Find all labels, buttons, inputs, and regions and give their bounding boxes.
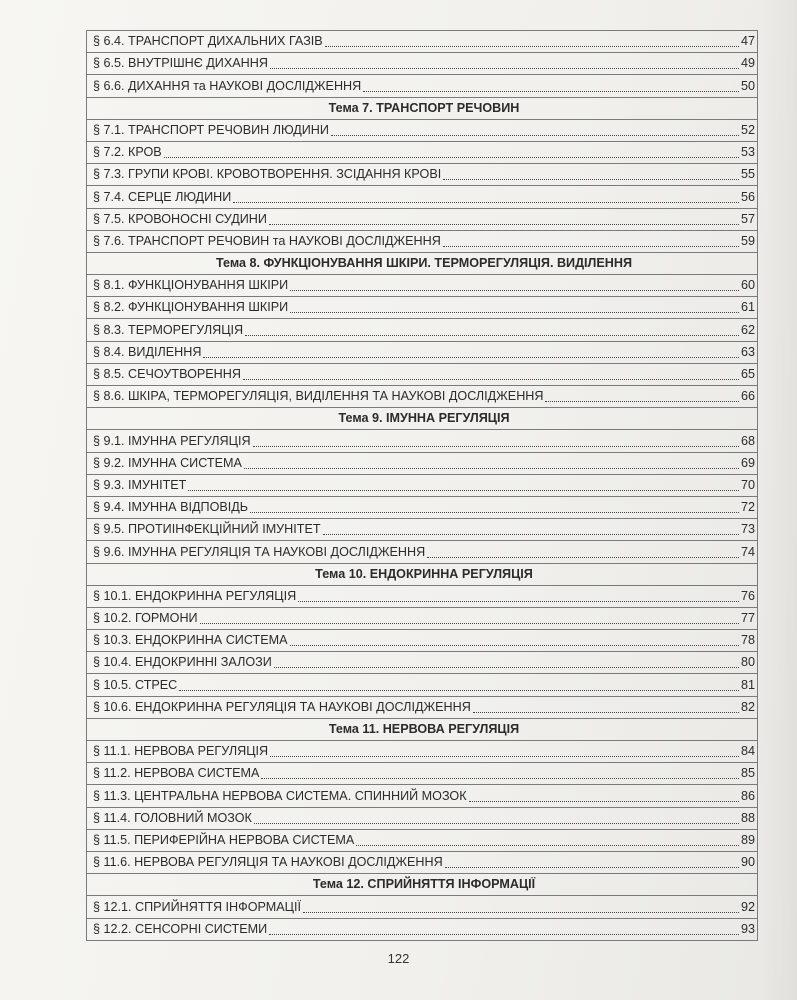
entry-page-number: 68 — [740, 433, 755, 448]
dot-leader — [203, 357, 739, 358]
entry-title: § 9.4. ІМУННА ВІДПОВІДЬ — [93, 500, 249, 515]
toc-entry-row — [87, 186, 758, 208]
dot-leader — [233, 202, 739, 203]
toc-entry — [87, 807, 758, 829]
dot-leader — [179, 690, 739, 691]
toc-entry — [87, 53, 758, 75]
entry-page-number: 47 — [740, 34, 755, 49]
toc-entry — [87, 652, 758, 674]
entry-page-number: 70 — [740, 477, 755, 492]
toc-entry-row — [87, 519, 758, 541]
toc-entry-line — [93, 897, 755, 918]
toc-entry-row — [87, 164, 758, 186]
toc-entry — [87, 630, 758, 652]
entry-title: § 7.6. ТРАНСПОРТ РЕЧОВИН та НАУКОВІ ДОСЛІДЖЕННЯ — [93, 233, 441, 248]
toc-entry-line — [93, 741, 755, 762]
entry-page-number: 82 — [740, 699, 755, 714]
dot-leader — [356, 845, 739, 846]
toc-topic-row — [87, 874, 758, 896]
dot-leader — [270, 68, 739, 69]
entry-page-number: 76 — [740, 588, 755, 603]
entry-page-number: 57 — [740, 211, 755, 226]
entry-title: § 6.5. ВНУТРІШНЄ ДИХАННЯ — [93, 56, 268, 71]
entry-page-number: 72 — [740, 500, 755, 515]
dot-leader — [254, 823, 739, 824]
toc-entry — [87, 674, 758, 696]
dot-leader — [253, 446, 739, 447]
entry-page-number: 90 — [740, 855, 755, 870]
entry-title: § 10.5. СТРЕС — [93, 677, 178, 692]
toc-entry — [87, 319, 758, 341]
toc-entry-line — [93, 231, 755, 252]
toc-entry-line — [93, 830, 755, 851]
toc-entry-row — [87, 275, 758, 297]
entry-page-number: 77 — [740, 611, 755, 626]
entry-title: § 11.4. ГОЛОВНИЙ МОЗОК — [93, 810, 252, 825]
entry-page-number: 86 — [740, 788, 755, 803]
toc-entry-line — [93, 542, 755, 563]
entry-page-number: 56 — [740, 189, 755, 204]
dot-leader — [545, 401, 739, 402]
toc-entry-line — [93, 697, 755, 718]
entry-page-number: 65 — [740, 367, 755, 381]
toc-entry-row — [87, 763, 758, 785]
dot-leader — [331, 135, 739, 136]
toc-entry — [87, 341, 758, 363]
page-shadow — [757, 0, 797, 1000]
toc-entry — [87, 519, 758, 541]
toc-entry-line — [93, 142, 755, 163]
toc-entry — [87, 496, 758, 518]
dot-leader — [188, 490, 739, 491]
toc-entry-line — [93, 297, 755, 318]
entry-page-number: 49 — [740, 56, 755, 71]
dot-leader — [443, 179, 739, 180]
entry-title: § 9.6. ІМУННА РЕГУЛЯЦІЯ ТА НАУКОВІ ДОСЛІДЖЕННЯ — [93, 544, 426, 559]
toc-entry-row — [87, 386, 758, 408]
toc-topic-row — [87, 252, 758, 274]
entry-page-number: 92 — [740, 899, 755, 914]
entry-page-number: 78 — [740, 633, 755, 648]
toc-entry-row — [87, 430, 758, 452]
dot-leader — [290, 312, 739, 313]
toc-entry-line — [93, 786, 755, 807]
entry-title: § 8.1. ФУНКЦІОНУВАННЯ ШКІРИ — [93, 278, 289, 293]
toc-entry — [87, 851, 758, 873]
toc-entry-row — [87, 829, 758, 851]
toc-entry-line — [93, 475, 755, 496]
dot-leader — [269, 934, 739, 935]
toc-entry — [87, 541, 758, 563]
toc-entry-row — [87, 341, 758, 363]
toc-entry-row — [87, 541, 758, 563]
toc-entry-line — [93, 808, 755, 829]
toc-entry-row — [87, 585, 758, 607]
entry-title: § 8.4. ВИДІЛЕННЯ — [93, 344, 202, 359]
toc-entry — [87, 297, 758, 319]
dot-leader — [323, 534, 739, 535]
entry-title: § 7.3. ГРУПИ КРОВІ. КРОВОТВОРЕННЯ. ЗСІДАННЯ КРОВІ — [93, 167, 442, 182]
topic-heading: Тема 7. ТРАНСПОРТ РЕЧОВИН — [87, 97, 758, 119]
toc-entry-row — [87, 230, 758, 252]
toc-entry-line — [93, 120, 755, 141]
entry-page-number: 80 — [740, 655, 755, 670]
toc-entry-line — [93, 586, 755, 607]
toc-topic-row — [87, 563, 758, 585]
toc-entry-line — [93, 342, 755, 363]
toc-entry-row — [87, 474, 758, 496]
dot-leader — [244, 468, 739, 469]
toc-entry-row — [87, 297, 758, 319]
toc-entry-line — [93, 187, 755, 208]
toc-entry-row — [87, 119, 758, 141]
toc-entry — [87, 785, 758, 807]
toc-entry-row — [87, 452, 758, 474]
toc-entry — [87, 230, 758, 252]
dot-leader — [164, 157, 739, 158]
entry-page-number: 88 — [740, 810, 755, 825]
toc-entry — [87, 452, 758, 474]
toc-entry-row — [87, 363, 758, 385]
toc-entry-line — [93, 364, 755, 385]
toc-topic-row — [87, 408, 758, 430]
toc-entry-line — [93, 497, 755, 518]
toc-entry-line — [93, 275, 755, 296]
toc-entry-row — [87, 918, 758, 940]
dot-leader — [290, 290, 739, 291]
toc-entry — [87, 896, 758, 918]
entry-page-number: 63 — [740, 344, 755, 359]
toc-entry — [87, 386, 758, 408]
toc-entry-line — [93, 209, 755, 230]
entry-title: § 6.4. ТРАНСПОРТ ДИХАЛЬНИХ ГАЗІВ — [93, 34, 323, 49]
entry-page-number: 69 — [740, 455, 755, 470]
entry-page-number: 85 — [740, 766, 755, 781]
entry-title: § 12.1. СПРИЙНЯТТЯ ІНФОРМАЦІЇ — [93, 899, 301, 914]
toc-entry-line — [93, 519, 755, 540]
toc-entry — [87, 275, 758, 297]
toc-entry — [87, 186, 758, 208]
dot-leader — [290, 645, 739, 646]
toc-entry-row — [87, 141, 758, 163]
dot-leader — [274, 667, 739, 668]
toc-entry-row — [87, 53, 758, 75]
dot-leader — [269, 224, 739, 225]
entry-page-number: 66 — [740, 389, 755, 404]
entry-page-number: 53 — [740, 145, 755, 160]
entry-title: § 9.2. ІМУННА СИСТЕМА — [93, 455, 242, 470]
toc-entry-row — [87, 896, 758, 918]
toc-entry — [87, 741, 758, 763]
dot-leader — [243, 379, 739, 380]
toc-entry-line — [93, 320, 755, 341]
entry-title: § 8.2. ФУНКЦІОНУВАННЯ ШКІРИ — [93, 300, 289, 315]
entry-page-number: 81 — [740, 677, 755, 692]
toc-entry-line — [93, 53, 755, 74]
entry-title: § 12.2. СЕНСОРНІ СИСТЕМИ — [93, 921, 268, 936]
dot-leader — [250, 512, 739, 513]
toc-entry-line — [93, 164, 755, 185]
entry-title: § 9.1. ІМУННА РЕГУЛЯЦІЯ — [93, 433, 251, 448]
toc-entry-line — [93, 630, 755, 651]
entry-page-number: 84 — [740, 744, 755, 759]
topic-heading: Тема 10. ЕНДОКРИННА РЕГУЛЯЦІЯ — [87, 563, 758, 585]
dot-leader — [473, 712, 739, 713]
entry-page-number: 74 — [740, 544, 755, 559]
toc-entry-row — [87, 319, 758, 341]
entry-title: § 9.3. ІМУНІТЕТ — [93, 477, 187, 492]
entry-page-number: 59 — [740, 233, 755, 248]
entry-page-number: 93 — [740, 921, 755, 936]
toc-entry-line — [93, 675, 755, 696]
toc-entry-row — [87, 652, 758, 674]
entry-page-number: 89 — [740, 832, 755, 847]
toc-entry-row — [87, 208, 758, 230]
toc-entry — [87, 208, 758, 230]
dot-leader — [445, 867, 739, 868]
dot-leader — [261, 778, 739, 779]
toc-entry-line — [93, 431, 755, 452]
entry-page-number: 52 — [740, 122, 755, 137]
toc-entry-row — [87, 630, 758, 652]
toc-entry — [87, 474, 758, 496]
entry-title: § 8.3. ТЕРМОРЕГУЛЯЦІЯ — [93, 322, 244, 337]
entry-title: § 11.5. ПЕРИФЕРІЙНА НЕРВОВА СИСТЕМА — [93, 832, 355, 847]
entry-title: § 11.2. НЕРВОВА СИСТЕМА — [93, 766, 260, 781]
toc-entry-row — [87, 607, 758, 629]
topic-heading: Тема 8. ФУНКЦІОНУВАННЯ ШКІРИ. ТЕРМОРЕГУЛЯЦІЯ. ВИДІЛЕННЯ — [87, 252, 758, 274]
entry-page-number: 55 — [740, 167, 755, 182]
entry-title: § 8.6. ШКІРА, ТЕРМОРЕГУЛЯЦІЯ, ВИДІЛЕННЯ ТА НАУКОВІ ДОСЛІДЖЕННЯ — [93, 389, 544, 404]
toc-entry-row — [87, 696, 758, 718]
toc-entry — [87, 763, 758, 785]
entry-title: § 7.1. ТРАНСПОРТ РЕЧОВИН ЛЮДИНИ — [93, 122, 329, 137]
toc-body — [87, 31, 758, 941]
dot-leader — [325, 46, 739, 47]
toc-entry — [87, 607, 758, 629]
entry-page-number: 73 — [740, 522, 755, 537]
toc-entry-row — [87, 496, 758, 518]
toc-entry-line — [93, 608, 755, 629]
table-of-contents — [86, 30, 758, 941]
dot-leader — [298, 601, 739, 602]
dot-leader — [469, 801, 739, 802]
toc-entry-line — [93, 852, 755, 873]
entry-title: § 7.4. СЕРЦЕ ЛЮДИНИ — [93, 189, 232, 204]
toc-entry-row — [87, 785, 758, 807]
entry-title: § 11.6. НЕРВОВА РЕГУЛЯЦІЯ ТА НАУКОВІ ДОСЛІДЖЕННЯ — [93, 855, 443, 870]
toc-entry — [87, 696, 758, 718]
toc-entry — [87, 829, 758, 851]
entry-title: § 7.5. КРОВОНОСНІ СУДИНИ — [93, 211, 267, 226]
entry-title: § 10.1. ЕНДОКРИННА РЕГУЛЯЦІЯ — [93, 588, 297, 603]
toc-entry — [87, 119, 758, 141]
toc-entry-line — [93, 386, 755, 407]
toc-entry-row — [87, 31, 758, 53]
toc-entry-line — [93, 76, 755, 97]
toc-entry-line — [93, 652, 755, 673]
toc-entry-row — [87, 851, 758, 873]
toc-entry-line — [93, 763, 755, 784]
entry-title: § 6.6. ДИХАННЯ та НАУКОВІ ДОСЛІДЖЕННЯ — [93, 78, 362, 93]
toc-entry-row — [87, 674, 758, 696]
entry-title: § 11.1. НЕРВОВА РЕГУЛЯЦІЯ — [93, 744, 269, 759]
toc-entry — [87, 918, 758, 940]
entry-title: § 10.4. ЕНДОКРИННІ ЗАЛОЗИ — [93, 655, 272, 670]
toc-topic-row — [87, 718, 758, 740]
dot-leader — [443, 246, 739, 247]
toc-entry-line — [93, 453, 755, 474]
entry-title: § 8.5. СЕЧОУТВОРЕННЯ — [93, 367, 241, 381]
toc-entry — [87, 75, 758, 97]
toc-entry — [87, 31, 758, 53]
dot-leader — [363, 91, 739, 92]
entry-page-number: 61 — [740, 300, 755, 315]
entry-page-number: 62 — [740, 322, 755, 337]
topic-heading: Тема 11. НЕРВОВА РЕГУЛЯЦІЯ — [87, 718, 758, 740]
entry-title: § 10.3. ЕНДОКРИННА СИСТЕМА — [93, 633, 288, 648]
entry-title: § 9.5. ПРОТИІНФЕКЦІЙНИЙ ІМУНІТЕТ — [93, 522, 321, 537]
toc-entry-row — [87, 75, 758, 97]
toc-entry — [87, 585, 758, 607]
toc-entry-line — [93, 31, 755, 52]
toc-entry-line — [93, 919, 755, 940]
dot-leader — [427, 557, 739, 558]
dot-leader — [270, 756, 739, 757]
toc-entry-row — [87, 741, 758, 763]
dot-leader — [303, 912, 739, 913]
toc-entry-row — [87, 807, 758, 829]
entry-title: § 11.3. ЦЕНТРАЛЬНА НЕРВОВА СИСТЕМА. СПИННИЙ МОЗОК — [93, 788, 467, 803]
topic-heading: Тема 12. СПРИЙНЯТТЯ ІНФОРМАЦІЇ — [87, 874, 758, 896]
toc-topic-row — [87, 97, 758, 119]
toc-entry — [87, 363, 758, 385]
page-number: 122 — [387, 951, 410, 966]
toc-entry — [87, 141, 758, 163]
entry-title: § 7.2. КРОВ — [93, 145, 162, 160]
dot-leader — [245, 335, 739, 336]
toc-entry — [87, 430, 758, 452]
entry-title: § 10.6. ЕНДОКРИННА РЕГУЛЯЦІЯ ТА НАУКОВІ ДОСЛІДЖЕННЯ — [93, 699, 471, 714]
entry-title: § 10.2. ГОРМОНИ — [93, 611, 198, 626]
toc-entry — [87, 164, 758, 186]
topic-heading: Тема 9. ІМУННА РЕГУЛЯЦІЯ — [87, 408, 758, 430]
dot-leader — [200, 623, 739, 624]
entry-page-number: 60 — [740, 278, 755, 293]
entry-page-number: 50 — [740, 78, 755, 93]
